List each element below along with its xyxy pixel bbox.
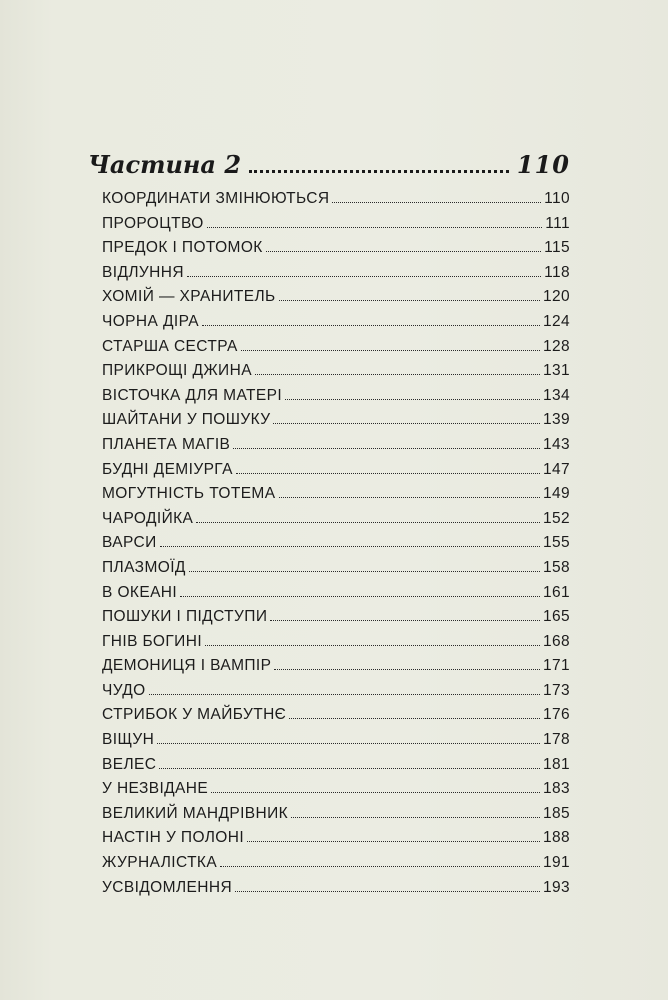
chapter-page-number: 118: [544, 263, 570, 281]
chapter-page-number: 155: [542, 534, 570, 552]
chapter-title: ПОШУКИ І ПІДСТУПИ: [102, 608, 268, 626]
chapter-title: ЧОРНА ДІРА: [102, 312, 200, 330]
dot-leader: [241, 350, 540, 351]
chapter-title: ПЛАНЕТА МАГІВ: [102, 435, 231, 453]
chapter-page-number: 128: [542, 337, 570, 355]
dot-leader: [180, 596, 540, 597]
dot-leader: [187, 276, 541, 277]
dot-leader: [289, 718, 540, 719]
chapter-title: ПЛАЗМОЇД: [102, 558, 186, 576]
table-of-contents: [86, 150, 570, 903]
chapter-title: УСВІДОМЛЕННЯ: [102, 878, 233, 896]
chapter-page-number: 183: [542, 780, 570, 798]
chapter-title: БУДНІ ДЕМІУРГА: [102, 460, 233, 478]
chapter-page-number: 185: [542, 804, 570, 822]
chapter-page-number: 110: [544, 190, 570, 207]
chapter-title: СТАРША СЕСТРА: [102, 337, 238, 355]
chapter-title: В ОКЕАНІ: [102, 583, 178, 601]
chapter-page-number: 139: [542, 411, 570, 429]
toc-entry: [102, 879, 570, 904]
chapter-title: ДЕМОНИЦЯ І ВАМПІР: [102, 657, 272, 675]
chapter-page-number: 158: [542, 558, 570, 576]
chapter-title: ГНІВ БОГИНІ: [102, 632, 203, 650]
toc-entry: [102, 756, 570, 781]
dot-leader: [279, 300, 540, 301]
chapter-page-number: 165: [542, 608, 570, 626]
section-page-number: 110: [516, 150, 570, 179]
toc-entry: [102, 584, 570, 609]
chapter-title: КООРДИНАТИ ЗМІНЮЮТЬСЯ: [102, 190, 330, 207]
dot-leader: [332, 202, 541, 203]
chapter-title: ВЕЛЕС: [102, 755, 157, 773]
chapter-page-number: 173: [542, 681, 570, 699]
dot-leader: [247, 841, 540, 842]
dot-leader: [157, 743, 540, 744]
dot-leader: [220, 866, 540, 867]
dot-leader: [160, 546, 540, 547]
chapter-page-number: 178: [542, 731, 570, 749]
dot-leader: [149, 694, 540, 695]
toc-entry: [102, 288, 570, 313]
toc-entry: [102, 485, 570, 510]
chapter-title: ПРЕДОК І ПОТОМОК: [102, 239, 263, 257]
toc-entry: [102, 559, 570, 584]
toc-entry: [102, 510, 570, 535]
chapter-page-number: 191: [542, 854, 570, 872]
toc-entry: [102, 534, 570, 559]
chapter-title: ВІСТОЧКА ДЛЯ МАТЕРІ: [102, 386, 283, 404]
chapter-page-number: 134: [542, 386, 570, 404]
toc-entry: [102, 731, 570, 756]
toc-entry: [102, 706, 570, 731]
chapter-title: ВЕЛИКИЙ МАНДРІВНИК: [102, 804, 289, 822]
toc-entry: [102, 215, 570, 240]
chapter-page-number: 149: [542, 485, 570, 503]
chapter-page-number: 168: [542, 632, 570, 650]
dot-leader: [207, 227, 543, 228]
dot-leader: [202, 325, 540, 326]
chapter-title: МОГУТНІСТЬ ТОТЕМА: [102, 485, 276, 503]
chapter-title: ВІЩУН: [102, 731, 155, 749]
dot-leader: [236, 473, 540, 474]
chapter-page-number: 188: [542, 829, 570, 847]
toc-entry: [102, 657, 570, 682]
chapter-title: ЧАРОДІЙКА: [102, 509, 194, 527]
dot-leader: [196, 522, 540, 523]
toc-entry: [102, 436, 570, 461]
chapter-page-number: 171: [542, 657, 570, 675]
dot-leader: [211, 792, 540, 793]
chapter-title: ВІДЛУННЯ: [102, 263, 184, 281]
section-dot-leader: [249, 170, 509, 173]
chapter-title: ЖУРНАЛІСТКА: [102, 854, 218, 872]
toc-entry: [102, 829, 570, 854]
dot-leader: [255, 374, 540, 375]
toc-entry: [102, 190, 570, 215]
dot-leader: [189, 571, 540, 572]
chapter-page-number: 124: [542, 312, 570, 330]
chapter-title: ПРИКРОЩІ ДЖИНА: [102, 362, 252, 380]
chapter-title: СТРИБОК У МАЙБУТНЄ: [102, 706, 287, 724]
toc-entry: [102, 805, 570, 830]
dot-leader: [235, 891, 540, 892]
toc-entry: [102, 338, 570, 363]
dot-leader: [291, 817, 540, 818]
toc-entry: [102, 313, 570, 338]
chapter-page-number: 111: [545, 214, 570, 232]
dot-leader: [273, 423, 539, 424]
chapter-title: ШАЙТАНИ У ПОШУКУ: [102, 411, 271, 429]
chapter-page-number: 115: [544, 239, 570, 257]
chapter-title: ХОМІЙ — ХРАНИТЕЛЬ: [102, 288, 276, 306]
chapter-title: ПРОРОЦТВО: [102, 214, 204, 232]
toc-entry: [102, 411, 570, 436]
dot-leader: [270, 620, 540, 621]
chapter-page-number: 152: [542, 509, 570, 527]
toc-entry: [102, 780, 570, 805]
chapter-page-number: 176: [542, 706, 570, 724]
chapter-title: НАСТІН У ПОЛОНІ: [102, 829, 245, 847]
chapter-page-number: 143: [542, 435, 570, 453]
toc-entry: [102, 362, 570, 387]
chapter-title: У НЕЗВІДАНЕ: [102, 780, 209, 798]
toc-entry: [102, 682, 570, 707]
toc-entry: [102, 461, 570, 486]
dot-leader: [285, 399, 540, 400]
chapter-list: [86, 190, 570, 903]
dot-leader: [205, 645, 540, 646]
toc-entry: [102, 239, 570, 264]
chapter-page-number: 147: [542, 460, 570, 478]
dot-leader: [266, 251, 541, 252]
chapter-page-number: 120: [542, 288, 570, 306]
chapter-title: ВАРСИ: [102, 534, 157, 552]
section-heading: [86, 150, 570, 190]
chapter-page-number: 131: [542, 362, 570, 380]
chapter-page-number: 181: [542, 755, 570, 773]
dot-leader: [159, 768, 540, 769]
dot-leader: [279, 497, 540, 498]
toc-entry: [102, 264, 570, 289]
chapter-page-number: 161: [542, 583, 570, 601]
toc-entry: [102, 608, 570, 633]
toc-entry: [102, 387, 570, 412]
toc-entry: [102, 633, 570, 658]
chapter-page-number: 193: [542, 878, 570, 896]
chapter-title: ЧУДО: [102, 681, 146, 699]
dot-leader: [233, 448, 540, 449]
dot-leader: [274, 669, 540, 670]
toc-entry: [102, 854, 570, 879]
section-title: Частина 2: [88, 150, 242, 179]
